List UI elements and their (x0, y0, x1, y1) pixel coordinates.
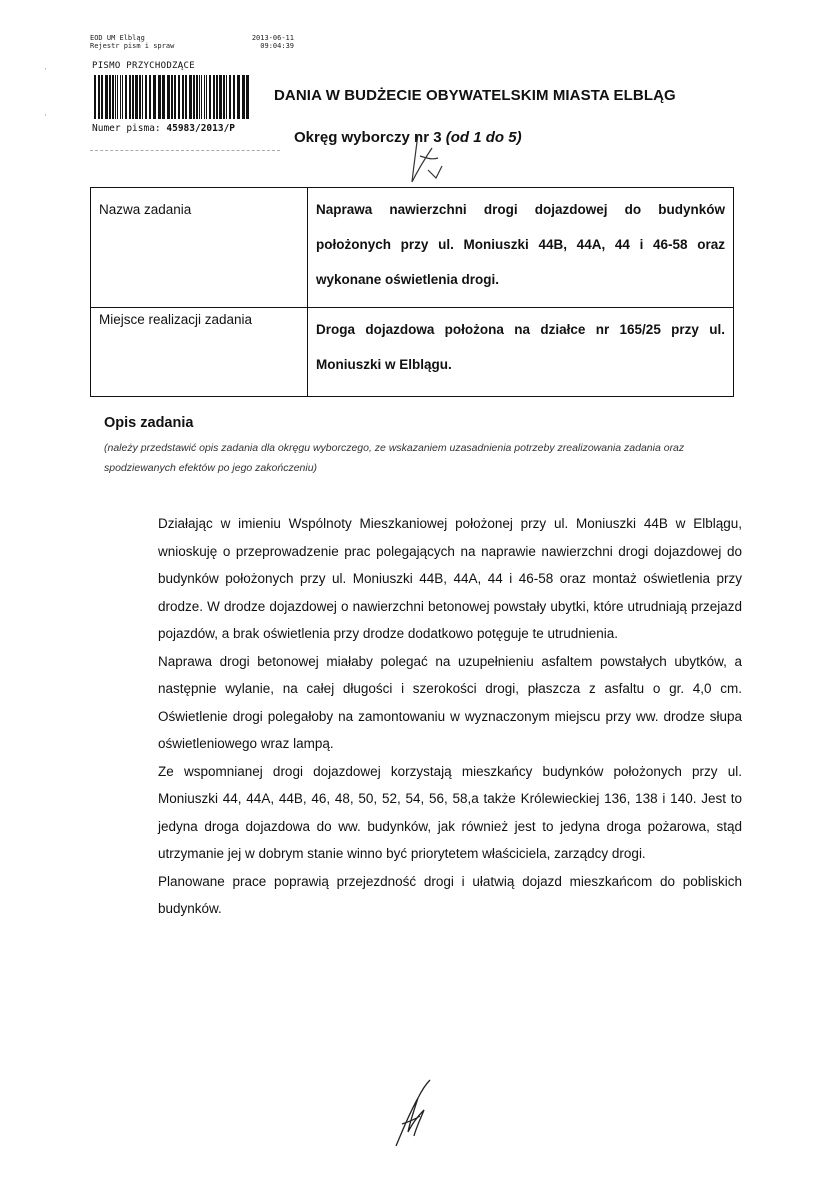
task-place-value: Droga dojazdowa położona na działce nr 165/25 przy ul. Moniuszki w Elblągu. (308, 308, 734, 397)
description-paragraph: Działając w imieniu Wspólnoty Mieszkaniowej położonej przy ul. Moniuszki 44B w Elblągu, wnioskuję o przeprowadzenie prac polegających na naprawie nawierzchni drogi dojazdowej do budynków położonych przy ul. Moniuszki 44B, 44A, 44 i 46-58 oraz montaż oświetlenia przy drodze. W drodze dojazdowej o nawierzchni betonowej powstały ubytki, które utrudniają przejazd pojazdów, a brak oświetlenia przy drodze dodatkowo potęguje te utrudnienia. (158, 516, 742, 641)
task-name-label: Nazwa zadania (91, 188, 308, 308)
stamp-kind: PISMO PRZYCHODZĄCE (92, 61, 195, 71)
stamp-org-line2: Rejestr pism i spraw (90, 42, 175, 50)
handwritten-mark-icon (398, 130, 448, 190)
scan-mark: ˑ (44, 66, 47, 77)
stamp-number (92, 123, 235, 134)
task-table (90, 187, 734, 397)
stamp-org-line1: EOD UM Elbląg (90, 34, 145, 42)
description-heading: Opis zadania (104, 415, 194, 431)
document-title: DANIA W BUDŻECIE OBYWATELSKIM MIASTA ELBLĄG (274, 87, 676, 104)
barcode-icon (92, 75, 252, 119)
stamp-divider (90, 150, 280, 151)
description-instruction: (należy przedstawić opis zadania dla okręgu wyborczego, ze wskazaniem uzasadnienia potrzeby zrealizowania zadania oraz spodziewanych efektów po jego zakończeniu) (104, 442, 685, 474)
district-prefix: Okręg wyborczy nr 3 (294, 129, 442, 146)
scan-mark: ˑ (44, 112, 47, 123)
stamp-datetime (224, 34, 294, 50)
description-body (158, 510, 742, 923)
stamp-org (90, 34, 210, 50)
signature-icon (388, 1076, 438, 1151)
description-paragraph: Naprawa drogi betonowej miałaby polegać na uzupełnieniu asfaltem powstałych ubytków, a następnie wylanie, na całej długości i szerokości drogi, płaszcza z asfaltu o gr. 4,0 cm. Oświetlenie drogi polegałoby na zamontowaniu w wyznaczonym miejscu przy ww. drodze słupa oświetleniowego wraz lampą. (158, 653, 742, 751)
description-paragraph: Planowane prace poprawią przejezdność drogi i ułatwią dojazd mieszkańcom do pobliskich budynków. (158, 873, 742, 916)
stamp-number-value: 45983/2013/P (166, 123, 236, 134)
task-place-row (91, 308, 734, 397)
stamp-date: 2013-06-11 (251, 34, 294, 42)
task-name-value: Naprawa nawierzchni drogi dojazdowej do budynków położonych przy ul. Moniuszki 44B, 44A, 44 i 46-58 oraz wykonane oświetlenia drogi. (308, 188, 734, 308)
stamp-number-label: Numer pisma: (92, 123, 161, 134)
task-name-row (91, 188, 734, 308)
description-paragraph: Ze wspomnianej drogi dojazdowej korzystają mieszkańcy budynków położonych przy ul. Moniuszki 44, 44A, 44B, 46, 48, 50, 52, 54, 56, 58,a także Królewieckiej 136, 138 i 140. Jest to jedyna droga dojazdowa do ww. budynków, jak również jest to jedyna droga pożarowa, stąd utrzymanie jej w dobrym stanie winno być priorytetem właściciela, zarządcy drogi. (158, 763, 742, 861)
stamp-time: 09:04:39 (260, 42, 294, 50)
district-note: (od 1 do 5) (445, 129, 522, 146)
task-place-label: Miejsce realizacji zadania (91, 308, 308, 397)
